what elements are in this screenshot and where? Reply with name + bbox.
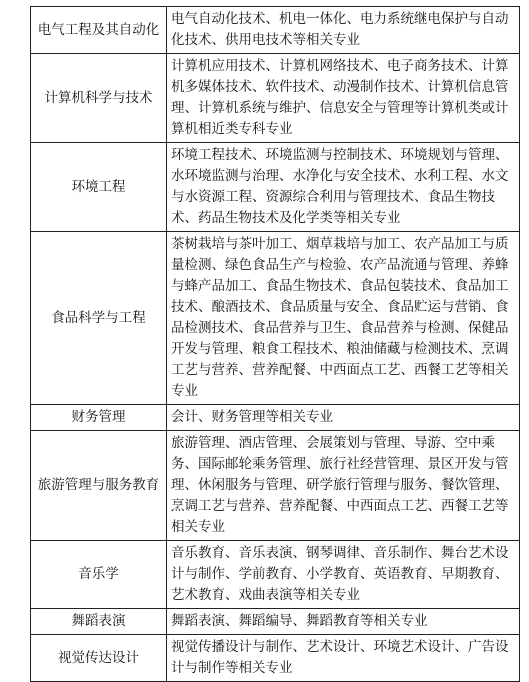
major-requirements-table [30,6,520,682]
related-majors: 舞蹈表演、舞蹈编导、舞蹈教育等相关专业 [167,609,520,635]
major-name: 旅游管理与服务教育 [31,431,167,541]
major-name: 财务管理 [31,405,167,431]
table-row [31,7,520,54]
related-majors: 视觉传播设计与制作、艺术设计、环境艺术设计、广告设计与制作等相关专业 [167,635,520,682]
related-majors: 会计、财务管理等相关专业 [167,405,520,431]
major-name: 电气工程及其自动化 [31,7,167,54]
related-majors: 音乐教育、音乐表演、钢琴调律、音乐制作、舞台艺术设计与制作、学前教育、小学教育、英语教育、早期教育、艺术教育、戏曲表演等相关专业 [167,541,520,609]
major-name: 音乐学 [31,541,167,609]
table-row [31,143,520,232]
major-name: 环境工程 [31,143,167,232]
table-row [31,541,520,609]
table-row [31,54,520,143]
related-majors: 电气自动化技术、机电一体化、电力系统继电保护与自动化技术、供用电技术等相关专业 [167,7,520,54]
major-name: 食品科学与工程 [31,232,167,405]
major-name: 计算机科学与技术 [31,54,167,143]
related-majors: 茶树栽培与茶叶加工、烟草栽培与加工、农产品加工与质量检测、绿色食品生产与检验、农产品流通与管理、养蜂与蜂产品加工、食品生物技术、食品包装技术、食品加工技术、酿酒技术、食品质量与安全、食品贮运与营销、食品检测技术、食品营养与卫生、食品营养与检测、保健品开发与管理、粮食工程技术、粮油储藏与检测技术、烹调工艺与营养、营养配餐、中西面点工艺、西餐工艺等相关专业 [167,232,520,405]
table-row [31,609,520,635]
table-row [31,405,520,431]
major-name: 视觉传达设计 [31,635,167,682]
related-majors: 计算机应用技术、计算机网络技术、电子商务技术、计算机多媒体技术、软件技术、动漫制作技术、计算机信息管理、计算机系统与维护、信息安全与管理等计算机类或计算机相近类专科专业 [167,54,520,143]
table-row [31,635,520,682]
related-majors: 环境工程技术、环境监测与控制技术、环境规划与管理、水环境监测与治理、水净化与安全技术、水利工程、水文与水资源工程、资源综合利用与管理技术、食品生物技术、药品生物技术及化学类等相关专业 [167,143,520,232]
table-row [31,232,520,405]
major-name: 舞蹈表演 [31,609,167,635]
related-majors: 旅游管理、酒店管理、会展策划与管理、导游、空中乘务、国际邮轮乘务管理、旅行社经营管理、景区开发与管理、休闲服务与管理、研学旅行管理与服务、餐饮管理、烹调工艺与营养、营养配餐、中西面点工艺、西餐工艺等相关专业 [167,431,520,541]
table-row [31,431,520,541]
